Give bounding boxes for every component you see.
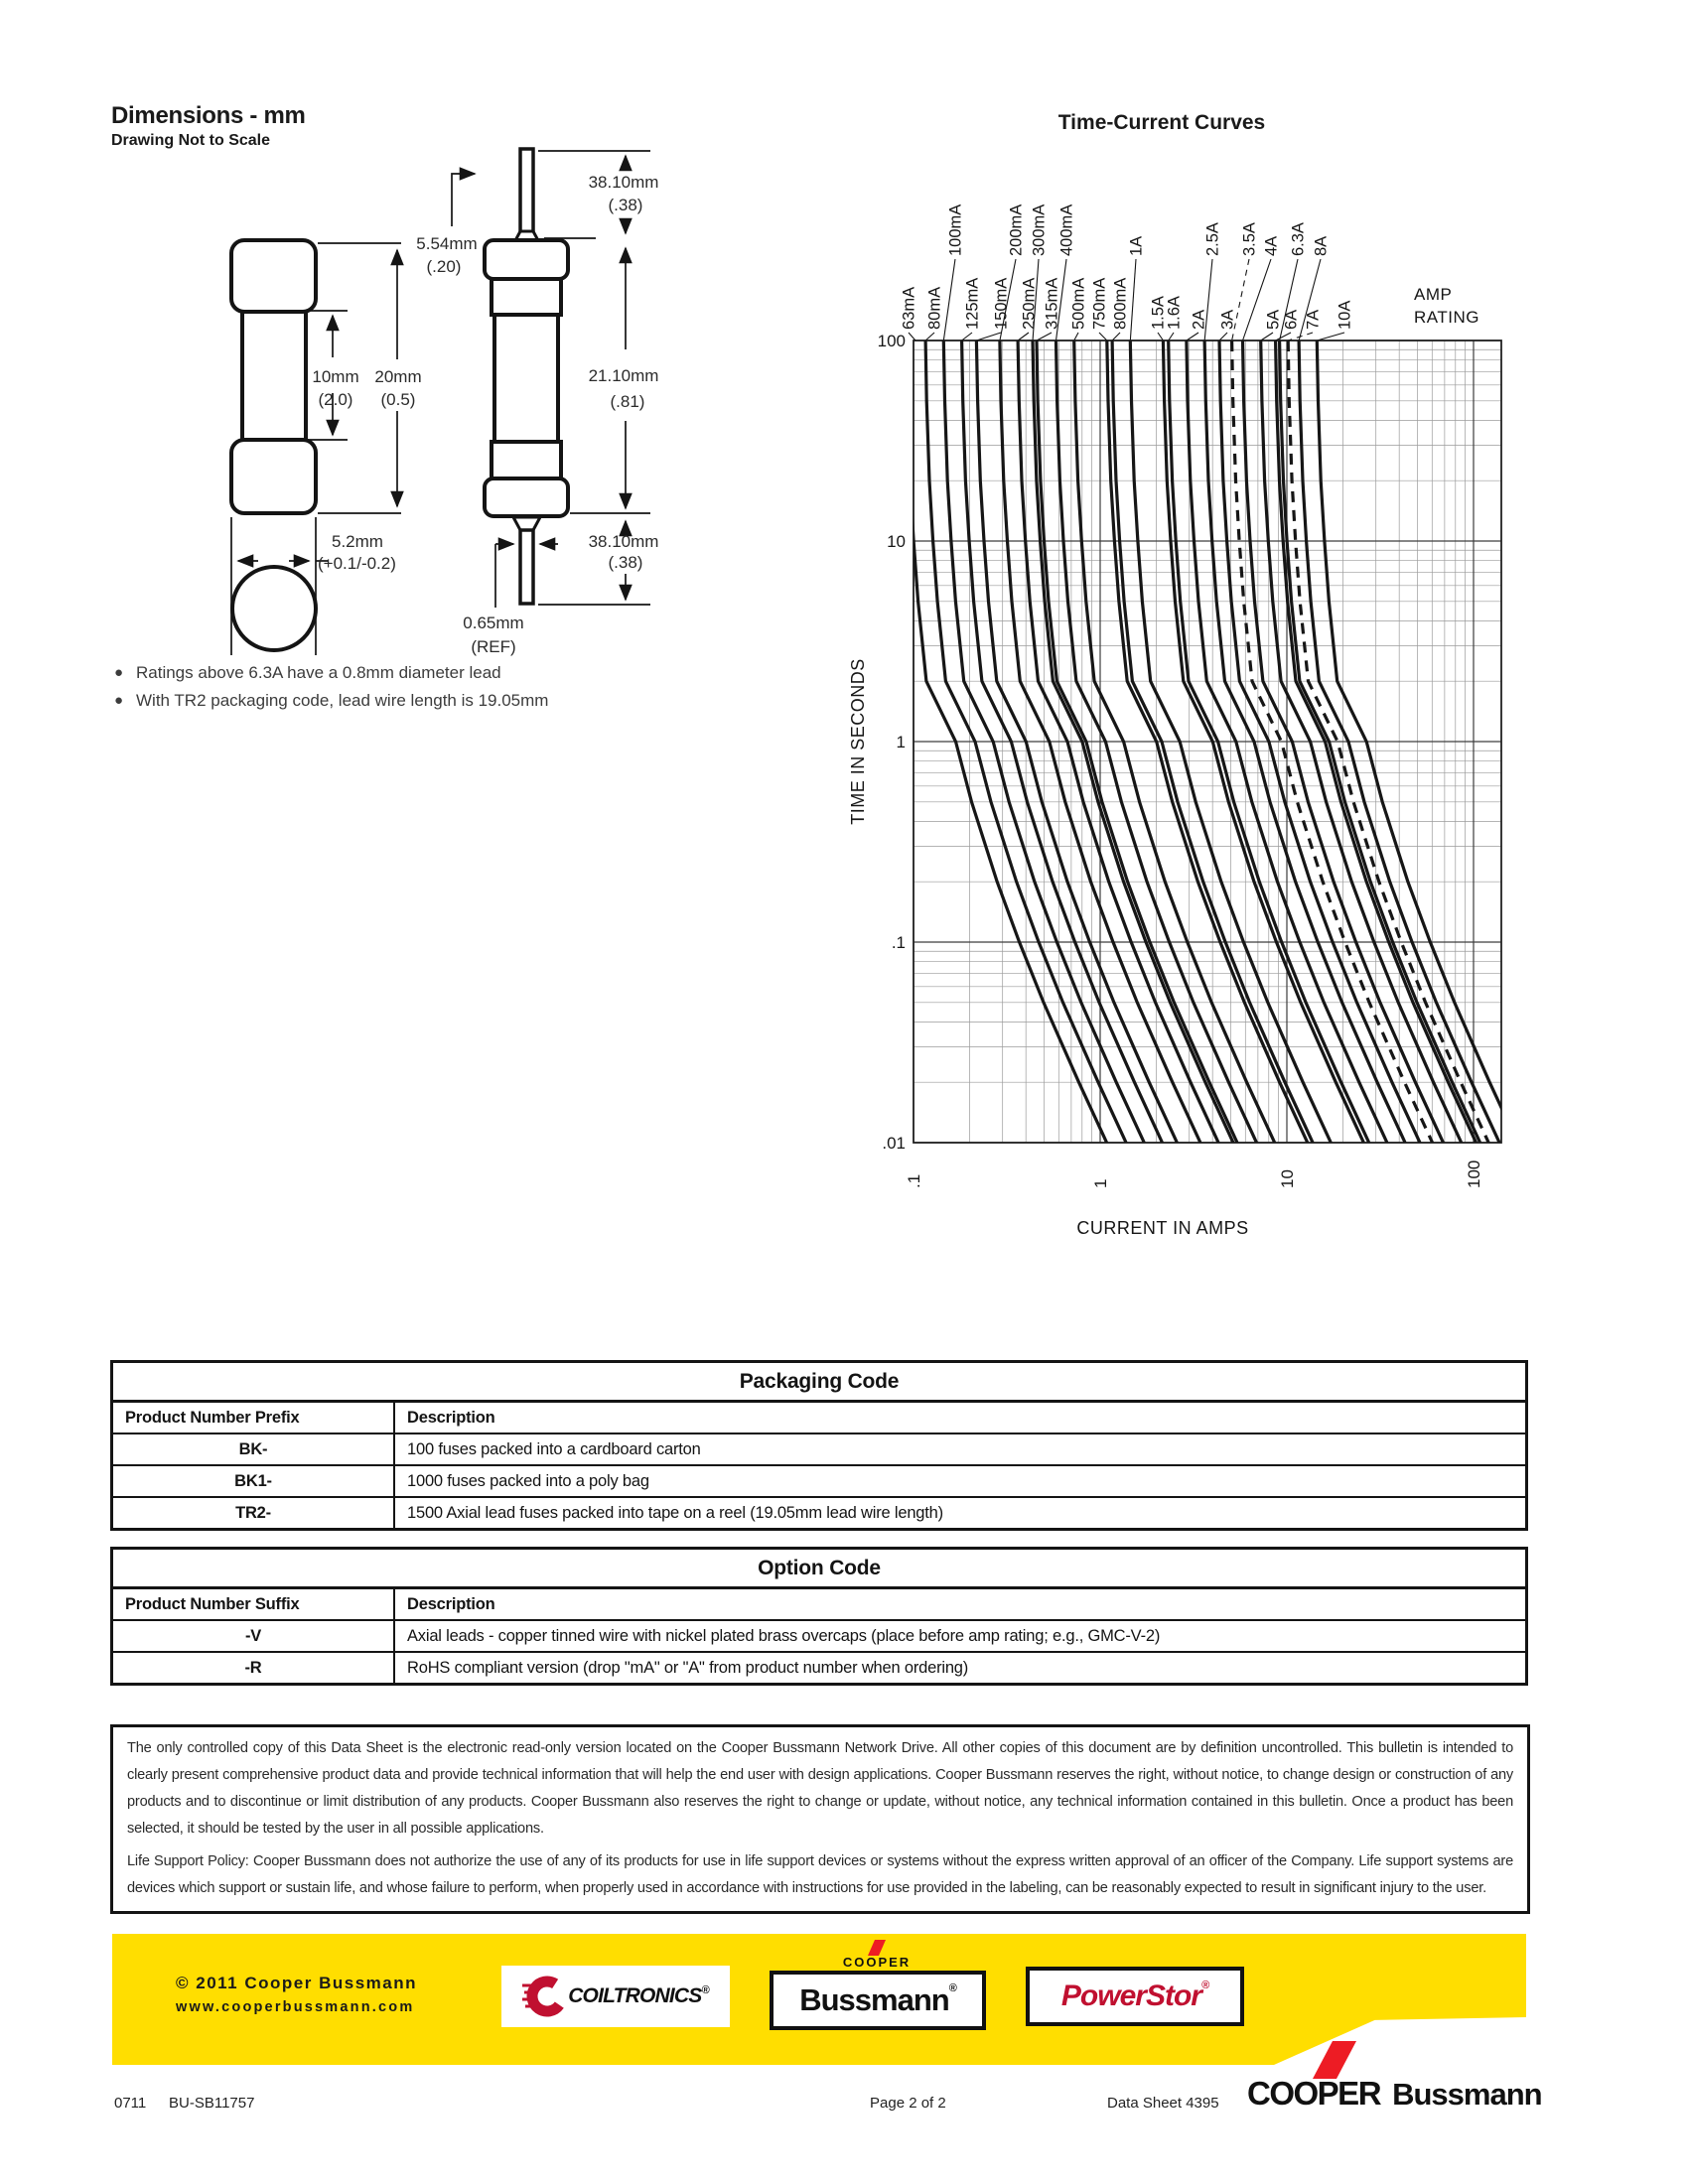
table-title: Option Code bbox=[112, 1549, 1527, 1588]
amp-rating-label: 2.5A bbox=[1203, 222, 1222, 256]
amp-rating-label: 10A bbox=[1336, 300, 1354, 330]
amp-rating-label: 100mA bbox=[946, 204, 965, 256]
table-row bbox=[112, 1497, 1527, 1530]
amp-rating-corner-label: AMP bbox=[1414, 285, 1453, 304]
y-axis-title: TIME IN SECONDS bbox=[848, 658, 868, 825]
amp-rating-label: 500mA bbox=[1069, 277, 1088, 330]
dim-lead-bot: 38.10mm bbox=[588, 532, 659, 551]
dim-wire: 0.65mm bbox=[463, 614, 524, 632]
x-axis-title: CURRENT IN AMPS bbox=[1076, 1218, 1249, 1238]
disclaimer-box bbox=[110, 1724, 1530, 1914]
table-cell-code: BK1- bbox=[112, 1465, 395, 1497]
table-title: Packaging Code bbox=[112, 1362, 1527, 1402]
dim-52mm-tol: (+0.1/-0.2) bbox=[318, 554, 396, 573]
dim-52mm: 5.2mm bbox=[332, 532, 383, 551]
table-header: Description bbox=[394, 1402, 1527, 1434]
amp-rating-label: 200mA bbox=[1007, 204, 1026, 256]
fuse-front-view bbox=[231, 240, 316, 650]
footer-code-2: BU-SB11757 bbox=[169, 2095, 255, 2112]
disclaimer-paragraph: The only controlled copy of this Data Sheet is the electronic read-only version located on the Cooper Bussmann Network Drive. All other copies of this document are by definition uncontrolled. This bulletin is intended to clearly present comprehensive product data and provide technical information that will help the end user with design applications. Cooper Bussmann reserves the right, without notice, to change design or construction of any products and to discontinue or limit distribution of any products. Cooper Bussmann also reserves the right to change or update, without notice, any technical information contained in this bulletin. Once a product has been selected, it should be tested by the user in all possible applications. bbox=[127, 1740, 1513, 1837]
svg-text:.1: .1 bbox=[891, 933, 906, 952]
dimensions-title: Dimensions - mm bbox=[111, 102, 306, 129]
table-cell-description: 1000 fuses packed into a poly bag bbox=[394, 1465, 1527, 1497]
amp-rating-label: 250mA bbox=[1020, 277, 1039, 330]
amp-rating-label: 5A bbox=[1264, 309, 1283, 330]
amp-rating-label: 150mA bbox=[992, 277, 1011, 330]
table-cell-description: 100 fuses packed into a cardboard carton bbox=[394, 1433, 1527, 1465]
table-row bbox=[112, 1620, 1527, 1652]
coiltronics-wordmark: COILTRONICS® bbox=[568, 1984, 709, 2007]
amp-rating-label: 1.5A bbox=[1149, 296, 1168, 330]
bussmann-logo bbox=[770, 1938, 984, 2030]
dimensions-subtitle: Drawing Not to Scale bbox=[111, 132, 271, 149]
dim-lead-top: 38.10mm bbox=[588, 173, 659, 192]
amp-rating-label: 8A bbox=[1312, 235, 1331, 256]
fuse-dimension-drawing bbox=[94, 139, 735, 680]
dim-20mm: 20mm bbox=[374, 367, 422, 386]
fuse-side-view-axial bbox=[485, 149, 568, 604]
table-cell-description: Axial leads - copper tinned wire with nickel plated brass overcaps (place before amp rating; e.g., GMC-V-2) bbox=[394, 1620, 1527, 1652]
bussmann-box: Bussmann® bbox=[770, 1971, 986, 2030]
svg-text:.01: .01 bbox=[882, 1134, 906, 1153]
dim-wire-ref: (REF) bbox=[471, 637, 516, 656]
amp-rating-label: 300mA bbox=[1030, 204, 1049, 256]
coiltronics-c-icon bbox=[522, 1972, 568, 2021]
table-row bbox=[112, 1433, 1527, 1465]
life-support-policy-paragraph: Life Support Policy: Cooper Bussmann does not authorize the use of any of its products for use in life support devices or systems without the express written approval of an officer of the Company. Life support systems are devices which support or sustain life, and whose failure to perform, when properly used in accordance with instructions for use provided in the labeling, can be reasonably expected to result in significant injury to the user. bbox=[127, 1853, 1513, 1896]
svg-text:10: 10 bbox=[887, 532, 906, 551]
amp-rating-label: 1A bbox=[1127, 235, 1146, 256]
amp-rating-label: 3A bbox=[1218, 309, 1237, 330]
dim-554mm-in: (.20) bbox=[426, 257, 462, 276]
copyright-line: © 2011 Cooper Bussmann bbox=[176, 1974, 417, 1992]
dim-10mm-in: (2.0) bbox=[318, 390, 353, 409]
svg-text:1: 1 bbox=[896, 733, 906, 751]
table-cell-code: TR2- bbox=[112, 1497, 395, 1530]
cooper-diamond-icon bbox=[864, 1938, 890, 1956]
code-table bbox=[110, 1547, 1528, 1686]
svg-text:.1: .1 bbox=[905, 1173, 923, 1188]
amp-rating-corner-label: RATING bbox=[1414, 308, 1479, 327]
time-current-curves-chart bbox=[824, 139, 1519, 1261]
powerstor-logo: PowerStor® bbox=[1026, 1967, 1244, 2026]
table-header: Description bbox=[394, 1588, 1527, 1621]
website-link[interactable]: www.cooperbussmann.com bbox=[176, 1999, 415, 2015]
amp-rating-label: 1.6A bbox=[1165, 296, 1184, 330]
dim-554mm: 5.54mm bbox=[416, 234, 478, 253]
cooper-small-wordmark: COOPER bbox=[842, 1955, 912, 1970]
amp-rating-label: 315mA bbox=[1043, 277, 1061, 330]
amp-rating-label: 750mA bbox=[1090, 277, 1109, 330]
amp-rating-label: 7A bbox=[1304, 309, 1323, 330]
chart-title: Time-Current Curves bbox=[1057, 111, 1266, 134]
amp-rating-label: 6.3A bbox=[1289, 222, 1308, 256]
footer-code-1: 0711 bbox=[114, 2095, 147, 2112]
dim-lead-bot-in: (.38) bbox=[608, 553, 643, 572]
svg-text:1: 1 bbox=[1091, 1178, 1110, 1188]
table-row bbox=[112, 1652, 1527, 1685]
amp-rating-label: 63mA bbox=[900, 286, 918, 330]
amp-rating-label: 125mA bbox=[963, 277, 982, 330]
dimension-note: ● Ratings above 6.3A have a 0.8mm diameter lead bbox=[114, 663, 501, 682]
table-cell-description: 1500 Axial lead fuses packed into tape on a reel (19.05mm lead wire length) bbox=[394, 1497, 1527, 1530]
table-header: Product Number Prefix bbox=[112, 1402, 395, 1434]
svg-text:100: 100 bbox=[877, 332, 906, 350]
table-cell-code: -R bbox=[112, 1652, 395, 1685]
table-cell-code: BK- bbox=[112, 1433, 395, 1465]
code-table bbox=[110, 1360, 1528, 1531]
svg-text:100: 100 bbox=[1465, 1160, 1483, 1188]
amp-rating-label: 800mA bbox=[1111, 277, 1130, 330]
footer-page-number: Page 2 of 2 bbox=[870, 2095, 946, 2112]
table-cell-description: RoHS compliant version (drop "mA" or "A" from product number when ordering) bbox=[394, 1652, 1527, 1685]
footer-datasheet-number: Data Sheet 4395 bbox=[1107, 2095, 1219, 2112]
copyright-block bbox=[176, 1974, 417, 2015]
table-header: Product Number Suffix bbox=[112, 1588, 395, 1621]
amp-rating-label: 2A bbox=[1190, 309, 1208, 330]
amp-rating-label: 400mA bbox=[1057, 204, 1076, 256]
dim-body: 21.10mm bbox=[588, 366, 659, 385]
dim-lead-top-in: (.38) bbox=[608, 196, 643, 214]
dimension-note: ● With TR2 packaging code, lead wire length is 19.05mm bbox=[114, 691, 549, 710]
bullet-icon: ● bbox=[114, 664, 124, 681]
svg-text:10: 10 bbox=[1278, 1169, 1297, 1188]
amp-rating-label: 3.5A bbox=[1240, 222, 1259, 256]
amp-rating-label: 80mA bbox=[925, 286, 944, 330]
dim-10mm: 10mm bbox=[312, 367, 359, 386]
coiltronics-logo bbox=[501, 1966, 730, 2027]
table-row bbox=[112, 1465, 1527, 1497]
table-cell-code: -V bbox=[112, 1620, 395, 1652]
cooper-bussmann-wordmark: COOPER Bussmann bbox=[1247, 2075, 1542, 2112]
dim-body-in: (.81) bbox=[610, 392, 645, 411]
bullet-icon: ● bbox=[114, 692, 124, 709]
dim-20mm-in: (0.5) bbox=[380, 390, 416, 409]
amp-rating-label: 6A bbox=[1282, 309, 1301, 330]
amp-rating-label: 4A bbox=[1262, 235, 1281, 256]
